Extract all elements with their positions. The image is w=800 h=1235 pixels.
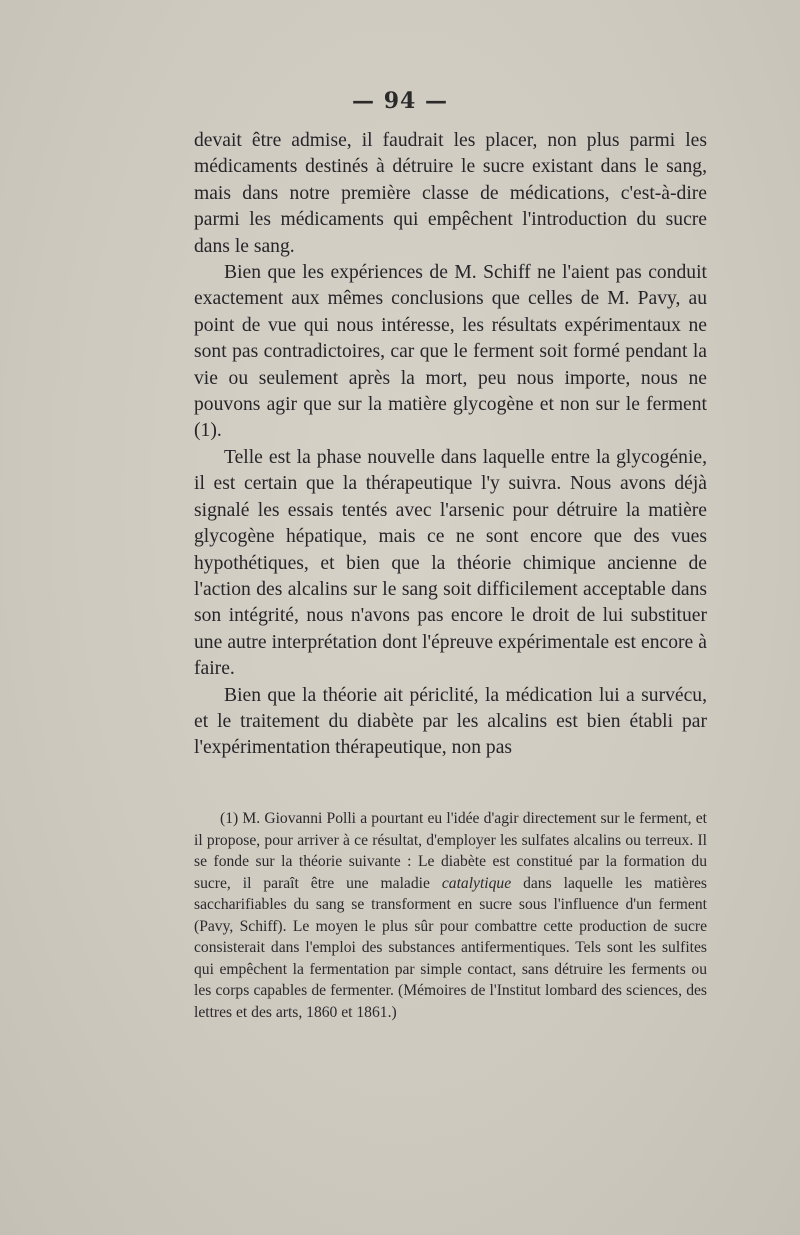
footnote [194,808,707,1023]
paragraph-3: Telle est la phase nouvelle dans laquelle entre la glycogénie, il est certain que la thérapeutique l'y suivra. Nous avons déjà signalé les essais tentés avec l'arsenic pour détruire la matière glycogène hépatique, mais ce ne sont encore que des vues hypothétiques, et bien que la théorie chimique ancienne de l'action des alcalins sur le sang soit difficilement acceptable dans son intégrité, nous n'avons pas encore le droit de lui substituer une autre interprétation dont l'épreuve expérimentale est encore à faire. [194,446,707,680]
paragraph-2: Bien que les expériences de M. Schiff ne l'aient pas conduit exactement aux mêmes conclusions que celles de M. Pavy, au point de vue qui nous intéresse, les résultats expérimentaux ne sont pas contradictoires, car que le ferment soit formé pendant la vie ou seulement après la mort, peu nous importe, nous ne pouvons agir que sur la matière glycogène et non sur le ferment (1). [194,262,707,442]
page-number: — 94 — [352,88,448,114]
footnote-text-part2: dans laquelle les matières saccharifiables du sang se transforment en sucre sous l'influence d'un ferment (Pavy, Schiff). Le moyen le plus sûr pour combattre cette production de sucre consisterait dans l'emploi des substances antifermentiques. Tels sont les sulfites qui empêchent la fermentation par simple contact, sans détruire les ferments ou les corps capables de fermenter. (Mémoires de l'Institut lombard des sciences, des lettres et des arts, 1860 et 1861.) [194,874,707,1021]
footnote-text-part1: (1) M. Giovanni Polli a pourtant eu l'idée d'agir directement sur le ferment, et il propose, pour arriver à ce résultat, d'employer les sulfates alcalins ou terreux. Il se fonde sur la théorie suivante : Le diabète est constitué par la formation du sucre, il paraît être une maladie [194,810,707,892]
paragraph-4: Bien que la théorie ait périclité, la médication lui a survécu, et le traitement du diabète par les alcalins est bien établi par l'expérimentation thérapeutique, non pas [194,684,707,759]
main-text [194,128,707,762]
footnote-text [194,808,707,1023]
paragraph-1: devait être admise, il faudrait les placer, non plus parmi les médicaments destinés à détruire le sucre existant dans le sang, mais dans notre première classe de médications, c'est-à-dire parmi les médicaments qui empêchent l'introduction du sucre dans le sang. [194,130,707,257]
footnote-italic-term: catalytique [441,874,512,892]
